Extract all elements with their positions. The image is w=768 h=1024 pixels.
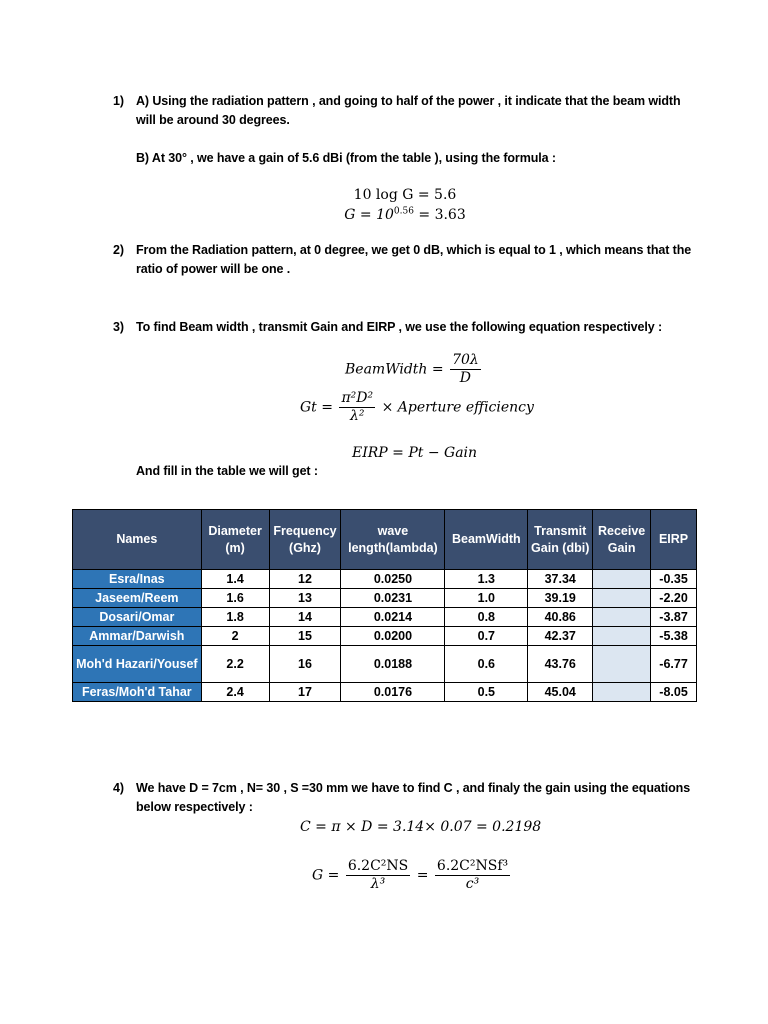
cell-name: Dosari/Omar bbox=[73, 608, 202, 627]
table-row bbox=[73, 646, 697, 683]
cell-diameter: 1.8 bbox=[201, 608, 269, 627]
table-header-row bbox=[73, 510, 697, 570]
cell-beamwidth: 0.7 bbox=[445, 627, 528, 646]
beam-fraction bbox=[450, 352, 481, 387]
header-diameter: Diameter (m) bbox=[201, 510, 269, 570]
table-row bbox=[73, 608, 697, 627]
cell-wavelength: 0.0250 bbox=[341, 570, 445, 589]
cell-name: Moh'd Hazari/Yousef bbox=[73, 646, 202, 683]
cell-eirp: -0.35 bbox=[651, 570, 697, 589]
cell-frequency: 16 bbox=[269, 646, 341, 683]
cell-name: Ammar/Darwish bbox=[73, 627, 202, 646]
cell-diameter: 1.6 bbox=[201, 589, 269, 608]
header-beamwidth: BeamWidth bbox=[445, 510, 528, 570]
item2-line1: From the Radiation pattern, at 0 degree, we get 0 dB, which is equal to 1 , which means that the bbox=[136, 243, 692, 257]
cell-name: Feras/Moh'd Tahar bbox=[73, 683, 202, 702]
header-eirp: EIRP bbox=[651, 510, 697, 570]
item2-number: 2) bbox=[113, 243, 124, 257]
header-receive-gain: Receive Gain bbox=[593, 510, 651, 570]
cell-transmit-gain: 43.76 bbox=[528, 646, 593, 683]
cell-diameter: 2.4 bbox=[201, 683, 269, 702]
equation-G-value bbox=[300, 206, 510, 224]
cell-beamwidth: 0.8 bbox=[445, 608, 528, 627]
cell-transmit-gain: 40.86 bbox=[528, 608, 593, 627]
eq2-rhs: = 3.63 bbox=[418, 207, 466, 223]
cell-wavelength: 0.0214 bbox=[341, 608, 445, 627]
item4-line1: We have D = 7cm , N= 30 , S =30 mm we have to find C , and finaly the gain using the equations bbox=[136, 781, 691, 795]
cell-receive-gain bbox=[593, 589, 651, 608]
equation-helix-gain bbox=[312, 858, 512, 893]
cell-name: Jaseem/Reem bbox=[73, 589, 202, 608]
cell-eirp: -2.20 bbox=[651, 589, 697, 608]
table-row bbox=[73, 683, 697, 702]
g-frac1-numerator: 6.2C²NS bbox=[347, 858, 409, 874]
cell-receive-gain bbox=[593, 608, 651, 627]
cell-eirp: -3.87 bbox=[651, 608, 697, 627]
item3-text: To find Beam width , transmit Gain and EIRP , we use the following equation respectively : bbox=[136, 320, 663, 334]
header-frequency: Frequency (Ghz) bbox=[269, 510, 341, 570]
cell-eirp: -5.38 bbox=[651, 627, 697, 646]
cell-frequency: 15 bbox=[269, 627, 341, 646]
cell-transmit-gain: 39.19 bbox=[528, 589, 593, 608]
equation-10logG: 10 log G = 5.6 bbox=[353, 187, 457, 203]
cell-diameter: 1.4 bbox=[201, 570, 269, 589]
beam-numerator: 70λ bbox=[452, 352, 479, 368]
equation-beamwidth bbox=[345, 352, 483, 387]
cell-receive-gain bbox=[593, 683, 651, 702]
g-fraction-2 bbox=[435, 858, 510, 893]
gt-rhs: × Aperture efficiency bbox=[381, 399, 534, 416]
cell-receive-gain bbox=[593, 570, 651, 589]
item3-number: 3) bbox=[113, 320, 124, 334]
table-row bbox=[73, 627, 697, 646]
header-wavelength: wave length(lambda) bbox=[341, 510, 445, 570]
item1-part-b: B) At 30° , we have a gain of 5.6 dBi (from the table ), using the formula : bbox=[136, 151, 556, 165]
cell-frequency: 13 bbox=[269, 589, 341, 608]
cell-transmit-gain: 45.04 bbox=[528, 683, 593, 702]
g-fraction-1 bbox=[346, 858, 410, 893]
cell-eirp: -6.77 bbox=[651, 646, 697, 683]
item1-line2: will be around 30 degrees. bbox=[136, 113, 290, 127]
cell-wavelength: 0.0188 bbox=[341, 646, 445, 683]
table-row bbox=[73, 589, 697, 608]
cell-diameter: 2 bbox=[201, 627, 269, 646]
cell-diameter: 2.2 bbox=[201, 646, 269, 683]
cell-transmit-gain: 42.37 bbox=[528, 627, 593, 646]
cell-wavelength: 0.0231 bbox=[341, 589, 445, 608]
cell-beamwidth: 1.0 bbox=[445, 589, 528, 608]
fill-table-text: And fill in the table we will get : bbox=[136, 464, 318, 478]
cell-beamwidth: 1.3 bbox=[445, 570, 528, 589]
header-names: Names bbox=[73, 510, 202, 570]
cell-wavelength: 0.0200 bbox=[341, 627, 445, 646]
cell-beamwidth: 0.6 bbox=[445, 646, 528, 683]
cell-beamwidth: 0.5 bbox=[445, 683, 528, 702]
equation-c: C = π × D = 3.14× 0.07 = 0.2198 bbox=[300, 819, 542, 835]
eq2-lhs: G = 10 bbox=[344, 207, 394, 223]
cell-frequency: 12 bbox=[269, 570, 341, 589]
cell-name: Esra/Inas bbox=[73, 570, 202, 589]
cell-transmit-gain: 37.34 bbox=[528, 570, 593, 589]
g-frac2-numerator: 6.2C²NSf³ bbox=[436, 858, 509, 874]
g-frac1-denominator: λ³ bbox=[370, 876, 386, 892]
cell-frequency: 14 bbox=[269, 608, 341, 627]
gt-denominator: λ² bbox=[350, 408, 365, 424]
item2-line2: ratio of power will be one . bbox=[136, 262, 291, 276]
beam-denominator: D bbox=[459, 370, 472, 386]
equation-eirp: EIRP = Pt − Gain bbox=[352, 445, 478, 461]
equation-gt bbox=[300, 390, 534, 425]
cell-eirp: -8.05 bbox=[651, 683, 697, 702]
cell-receive-gain bbox=[593, 627, 651, 646]
item1-number: 1) bbox=[113, 94, 124, 108]
g-equals: = bbox=[416, 867, 429, 884]
beam-lhs: BeamWidth = bbox=[345, 361, 444, 378]
item1-line1: A) Using the radiation pattern , and going to half of the power , it indicate that the beam width bbox=[136, 94, 681, 108]
results-table bbox=[72, 509, 697, 702]
gt-numerator: π²D² bbox=[341, 390, 374, 406]
item4-number: 4) bbox=[113, 781, 124, 795]
g-frac2-denominator: c³ bbox=[465, 876, 480, 892]
table-row bbox=[73, 570, 697, 589]
gt-fraction bbox=[339, 390, 375, 425]
cell-frequency: 17 bbox=[269, 683, 341, 702]
item4-line2: below respectively : bbox=[136, 800, 253, 814]
gt-lhs: Gt = bbox=[300, 399, 333, 416]
header-transmit-gain: Transmit Gain (dbi) bbox=[528, 510, 593, 570]
cell-receive-gain bbox=[593, 646, 651, 683]
eq2-exponent: 0.56 bbox=[393, 206, 414, 217]
cell-wavelength: 0.0176 bbox=[341, 683, 445, 702]
g-lhs: G = bbox=[312, 867, 340, 884]
